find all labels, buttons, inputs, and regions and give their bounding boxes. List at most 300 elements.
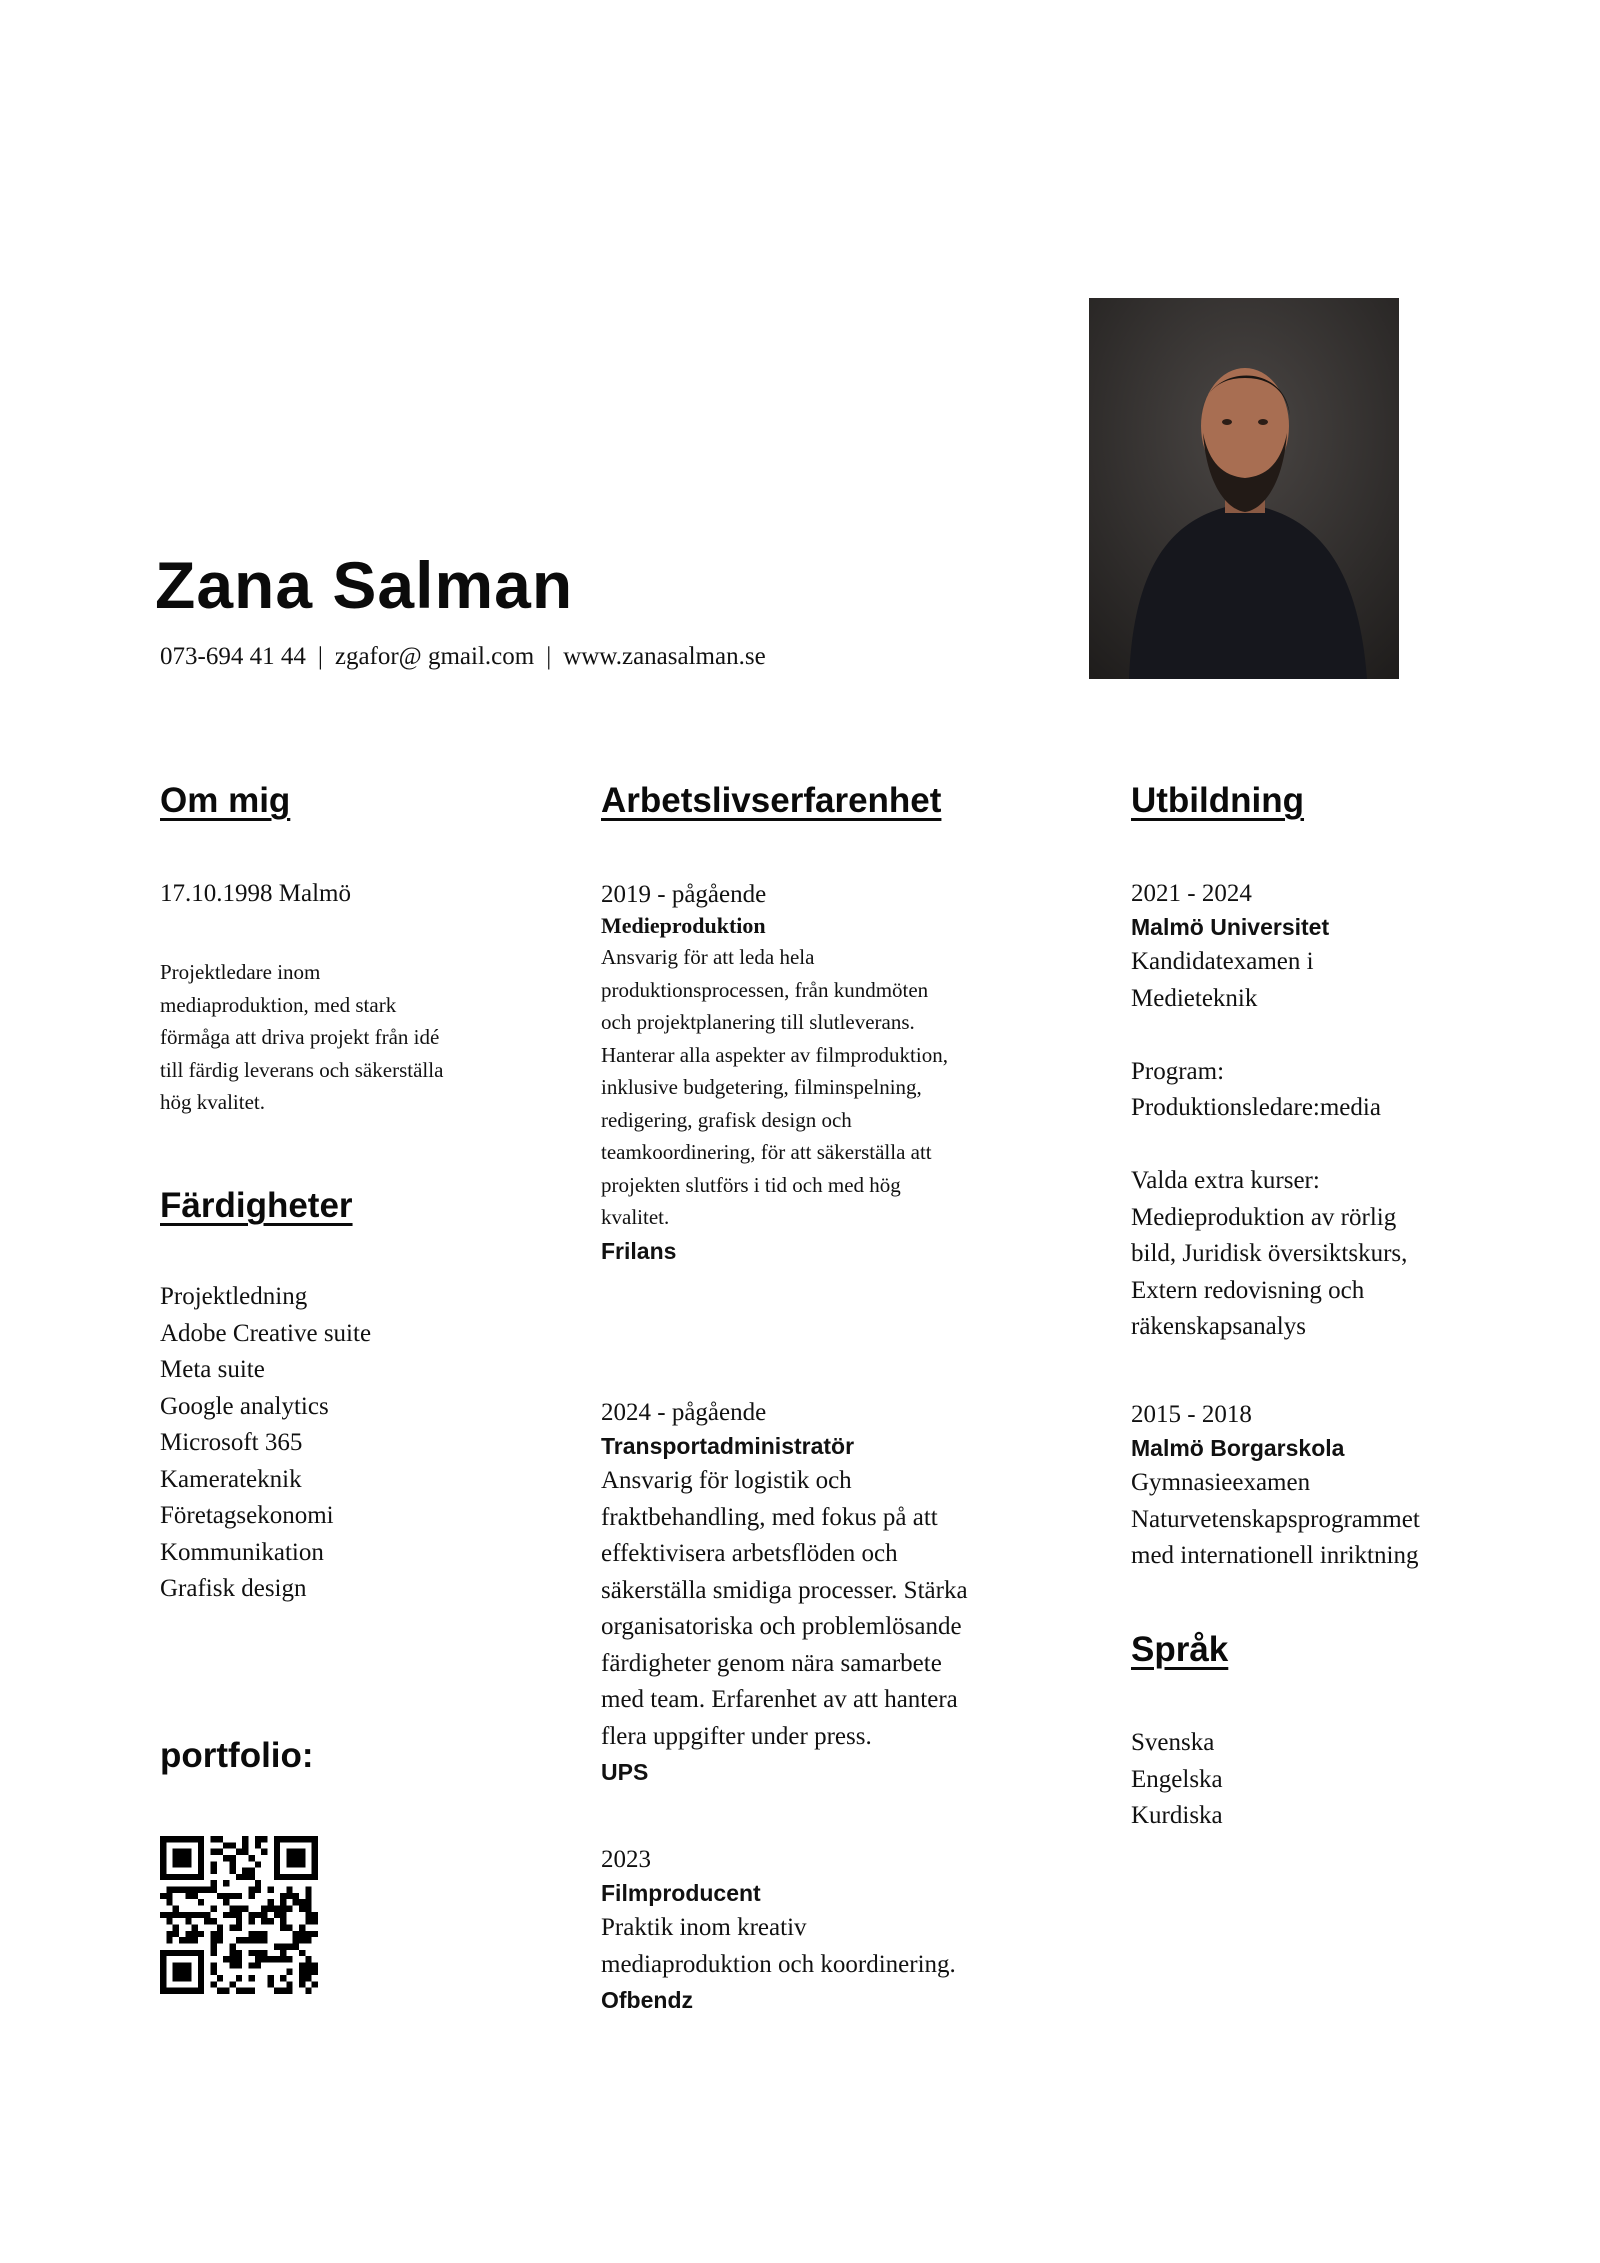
qr-module (280, 1906, 286, 1912)
job-description-line: Praktik inom kreativ (601, 1914, 807, 1941)
qr-module (173, 1874, 179, 1880)
qr-module (185, 1836, 191, 1842)
education-line: räkenskapsanalys (1131, 1313, 1306, 1340)
qr-module (211, 1906, 217, 1912)
job-period: 2024 - pågående (601, 1399, 767, 1426)
qr-module (280, 1912, 286, 1918)
section-heading-languages: Språk (1131, 1630, 1229, 1669)
qr-module (198, 1962, 204, 1968)
qr-module (211, 1849, 217, 1855)
qr-module (236, 1924, 242, 1930)
qr-module (173, 1836, 179, 1842)
education-period: 2021 - 2024 (1131, 880, 1252, 907)
qr-module (223, 1880, 229, 1886)
qr-module (230, 1924, 236, 1930)
qr-module (179, 1988, 185, 1994)
education-line: Program: (1131, 1057, 1225, 1085)
qr-module (166, 1950, 172, 1956)
qr-module (179, 1849, 185, 1855)
qr-module (248, 1962, 254, 1968)
qr-module (299, 1906, 305, 1912)
qr-module (312, 1868, 318, 1874)
section-heading-education: Utbildning (1131, 781, 1305, 820)
qr-module (261, 1836, 267, 1842)
qr-module (286, 1969, 292, 1975)
summary-line: till färdig leverans och säkerställa (160, 1057, 444, 1082)
qr-module (223, 1899, 229, 1905)
qr-module (261, 1906, 267, 1912)
qr-module (185, 1988, 191, 1994)
qr-module (248, 1874, 254, 1880)
contact-line (160, 640, 766, 674)
job-description-line: och projektplanering till slutleverans. (601, 1010, 915, 1034)
qr-module (179, 1874, 185, 1880)
section-heading-portfolio: portfolio: (160, 1736, 314, 1775)
qr-module (166, 1887, 172, 1893)
qr-module (255, 1950, 261, 1956)
qr-module (299, 1969, 305, 1975)
qr-module (230, 1855, 236, 1861)
qr-module (305, 1893, 311, 1899)
qr-module (179, 1950, 185, 1956)
qr-module (242, 1836, 248, 1842)
qr-module (173, 1950, 179, 1956)
qr-module (160, 1868, 166, 1874)
qr-module (286, 1836, 292, 1842)
qr-module (286, 1956, 292, 1962)
qr-module (211, 1836, 217, 1842)
job-description-line: säkerställa smidiga processer. Stärka (601, 1576, 968, 1604)
qr-module (185, 1849, 191, 1855)
job-description-line: kvalitet. (601, 1205, 670, 1229)
qr-module (305, 1956, 311, 1962)
qr-module (312, 1918, 318, 1924)
qr-module (242, 1988, 248, 1994)
qr-module (173, 1849, 179, 1855)
qr-module (248, 1887, 254, 1893)
qr-module (280, 1988, 286, 1994)
job-company: UPS (601, 1759, 649, 1785)
qr-module (248, 1931, 254, 1937)
qr-module (198, 1899, 204, 1905)
qr-module (173, 1912, 179, 1918)
qr-module (198, 1887, 204, 1893)
qr-module (255, 1956, 261, 1962)
qr-module (236, 1962, 242, 1968)
qr-module (230, 1842, 236, 1848)
qr-module (160, 1855, 166, 1861)
qr-module (236, 1906, 242, 1912)
qr-module (274, 1912, 280, 1918)
qr-module (173, 1861, 179, 1867)
email-address[interactable]: zgafor@ gmail.com (334, 643, 535, 670)
qr-module (166, 1931, 172, 1937)
qr-module (274, 1956, 280, 1962)
qr-module (261, 1937, 267, 1943)
section-heading-experience: Arbetslivserfarenhet (601, 781, 942, 820)
qr-module (312, 1969, 318, 1975)
qr-module (204, 1912, 210, 1918)
qr-module (236, 1975, 242, 1981)
qr-module (267, 1918, 273, 1924)
qr-module (305, 1969, 311, 1975)
qr-module (248, 1937, 254, 1943)
qr-module (280, 1874, 286, 1880)
qr-module (248, 1855, 254, 1861)
qr-module (261, 1918, 267, 1924)
language-item: Engelska (1131, 1765, 1223, 1793)
qr-module (211, 1880, 217, 1886)
qr-module (242, 1937, 248, 1943)
qr-module (286, 1981, 292, 1987)
website-link[interactable]: www.zanasalman.se (563, 643, 766, 670)
qr-module (305, 1899, 311, 1905)
qr-module (305, 1988, 311, 1994)
qr-module (198, 1855, 204, 1861)
qr-module (217, 1924, 223, 1930)
qr-module (255, 1887, 261, 1893)
job-description-line: produktionsprocessen, från kundmöten (601, 977, 929, 1002)
job-entry (601, 878, 1021, 1268)
qr-module (293, 1874, 299, 1880)
job-title: Filmproducent (601, 1880, 761, 1906)
job-description-line: med team. Erfarenhet av att hantera (601, 1686, 958, 1713)
qr-module (293, 1943, 299, 1949)
language-item: Kurdiska (1131, 1802, 1223, 1829)
qr-module (192, 1893, 198, 1899)
qr-module (230, 1943, 236, 1949)
qr-module (274, 1849, 280, 1855)
qr-module (166, 1836, 172, 1842)
qr-module (236, 1937, 242, 1943)
qr-module (204, 1918, 210, 1924)
qr-module (179, 1855, 185, 1861)
qr-module (217, 1931, 223, 1937)
qr-module (299, 1899, 305, 1905)
qr-module (286, 1849, 292, 1855)
qr-module (255, 1842, 261, 1848)
qr-module (160, 1893, 166, 1899)
job-title: Transportadministratör (601, 1433, 855, 1459)
education-school: Malmö Universitet (1131, 914, 1330, 940)
languages-list (1131, 1725, 1223, 1835)
qr-module (293, 1931, 299, 1937)
qr-module (185, 1855, 191, 1861)
qr-module (198, 1849, 204, 1855)
qr-module (223, 1912, 229, 1918)
section-heading-skills: Färdigheter (160, 1186, 353, 1225)
qr-module (192, 1836, 198, 1842)
qr-module (274, 1906, 280, 1912)
qr-module (217, 1893, 223, 1899)
qr-module (230, 1981, 236, 1987)
qr-module (192, 1937, 198, 1943)
qr-module (280, 1943, 286, 1949)
about-summary (160, 956, 500, 1119)
skill-item: Microsoft 365 (160, 1429, 303, 1456)
qr-module (299, 1975, 305, 1981)
qr-module (236, 1912, 242, 1918)
qr-module (223, 1893, 229, 1899)
job-description-line: färdigheter genom nära samarbete (601, 1649, 942, 1677)
qr-module (255, 1836, 261, 1842)
qr-module (211, 1969, 217, 1975)
qr-module (211, 1950, 217, 1956)
qr-module (211, 1962, 217, 1968)
education-line: Produktionsledare:media (1131, 1094, 1381, 1121)
qr-module (166, 1937, 172, 1943)
qr-module (312, 1836, 318, 1842)
education-spacer (1131, 1127, 1461, 1164)
qr-module (248, 1975, 254, 1981)
qr-module (211, 1887, 217, 1893)
qr-module (166, 1899, 172, 1905)
education-spacer (1131, 1017, 1461, 1054)
qr-module (286, 1887, 292, 1893)
qr-module (198, 1912, 204, 1918)
job-period: 2019 - pågående (601, 881, 767, 908)
qr-module (236, 1893, 242, 1899)
qr-module (160, 1861, 166, 1867)
education-period: 2015 - 2018 (1131, 1401, 1252, 1428)
qr-module (280, 1924, 286, 1930)
education-school: Malmö Borgarskola (1131, 1435, 1345, 1461)
qr-module (160, 1975, 166, 1981)
language-item: Svenska (1131, 1729, 1215, 1756)
skill-item: Adobe Creative suite (160, 1319, 372, 1347)
qr-module (230, 1950, 236, 1956)
qr-module (248, 1950, 254, 1956)
qr-module (160, 1981, 166, 1987)
skill-item: Grafisk design (160, 1575, 307, 1602)
summary-line: mediaproduktion, med stark (160, 992, 397, 1017)
qr-module (299, 1931, 305, 1937)
qr-module (179, 1937, 185, 1943)
qr-module (217, 1849, 223, 1855)
job-description-line: mediaproduktion och koordinering. (601, 1950, 956, 1978)
qr-module (185, 1962, 191, 1968)
qr-module (274, 1943, 280, 1949)
qr-module (230, 1912, 236, 1918)
education-line: Kandidatexamen i (1131, 948, 1314, 975)
qr-module (299, 1937, 305, 1943)
qr-module (274, 1836, 280, 1842)
qr-module (198, 1975, 204, 1981)
education-line: med internationell inriktning (1131, 1542, 1419, 1569)
job-company: Ofbendz (601, 1987, 693, 2013)
skill-item: Meta suite (160, 1356, 265, 1383)
qr-module (242, 1842, 248, 1848)
qr-module (312, 1962, 318, 1968)
portrait-image (1089, 298, 1399, 679)
qr-module (305, 1931, 311, 1937)
qr-module (248, 1868, 254, 1874)
qr-module (173, 1924, 179, 1930)
qr-module (173, 1975, 179, 1981)
qr-module (198, 1969, 204, 1975)
qr-module (223, 1988, 229, 1994)
separator: | (317, 643, 323, 670)
qr-module (217, 1975, 223, 1981)
qr-module (274, 1842, 280, 1848)
qr-module (160, 1950, 166, 1956)
phone-number: 073-694 41 44 (160, 643, 306, 670)
qr-module (223, 1855, 229, 1861)
candidate-name: Zana Salman (155, 548, 574, 622)
qr-module (255, 1937, 261, 1943)
qr-module (198, 1861, 204, 1867)
qr-module (242, 1874, 248, 1880)
qr-module (166, 1918, 172, 1924)
qr-module (230, 1956, 236, 1962)
summary-line: förmåga att driva projekt från idé (160, 1025, 440, 1049)
qr-module (305, 1887, 311, 1893)
qr-module (185, 1937, 191, 1943)
qr-module (179, 1836, 185, 1842)
qr-module (299, 1849, 305, 1855)
qr-module (185, 1874, 191, 1880)
qr-module (305, 1912, 311, 1918)
job-description-line: inklusive budgetering, filminspelning, (601, 1075, 922, 1099)
job-description-line: effektivisera arbetsflöden och (601, 1540, 898, 1567)
qr-module (223, 1956, 229, 1962)
qr-module (192, 1924, 198, 1930)
qr-module (312, 1912, 318, 1918)
qr-module (217, 1836, 223, 1842)
qr-module (293, 1861, 299, 1867)
job-entry (601, 1396, 1021, 1789)
qr-module (274, 1868, 280, 1874)
qr-module (204, 1887, 210, 1893)
qr-module (185, 1861, 191, 1867)
qr-module (248, 1893, 254, 1899)
qr-module (312, 1842, 318, 1848)
qr-module (198, 1931, 204, 1937)
qr-module (173, 1988, 179, 1994)
qr-module (280, 1975, 286, 1981)
qr-module (255, 1931, 261, 1937)
qr-module (305, 1918, 311, 1924)
skill-item: Google analytics (160, 1392, 329, 1420)
skill-item: Kamerateknik (160, 1465, 302, 1493)
qr-module (305, 1975, 311, 1981)
job-description-line: Ansvarig för att leda hela (601, 945, 815, 969)
qr-module (198, 1988, 204, 1994)
qr-module (267, 1956, 273, 1962)
section-heading-about: Om mig (160, 781, 291, 820)
job-description-line: projekten slutförs i tid och med hög (601, 1172, 901, 1197)
qr-module (261, 1950, 267, 1956)
qr-module (267, 1906, 273, 1912)
qr-module (312, 1931, 318, 1937)
qr-module (286, 1874, 292, 1880)
qr-module (255, 1880, 261, 1886)
qr-module (293, 1937, 299, 1943)
qr-module (185, 1912, 191, 1918)
qr-module (179, 1887, 185, 1893)
qr-module (299, 1861, 305, 1867)
qr-module (230, 1962, 236, 1968)
qr-module (166, 1893, 172, 1899)
education-line: Valda extra kurser: (1131, 1167, 1320, 1194)
qr-module (160, 1962, 166, 1968)
qr-module (305, 1836, 311, 1842)
qr-module (261, 1849, 267, 1855)
qr-module (198, 1956, 204, 1962)
qr-module (179, 1969, 185, 1975)
qr-module (173, 1931, 179, 1937)
qr-module (185, 1918, 191, 1924)
qr-module (280, 1893, 286, 1899)
qr-module (192, 1931, 198, 1937)
qr-module (173, 1887, 179, 1893)
qr-module (274, 1988, 280, 1994)
birth-info: 17.10.1998 Malmö (160, 880, 351, 907)
education-line: bild, Juridisk översiktskurs, (1131, 1240, 1408, 1267)
qr-module (305, 1906, 311, 1912)
qr-module (305, 1874, 311, 1880)
qr-code-icon[interactable] (160, 1836, 318, 1994)
profile-photo (1089, 298, 1399, 679)
qr-module (236, 1918, 242, 1924)
job-company: Frilans (601, 1237, 677, 1264)
qr-module (211, 1943, 217, 1949)
qr-module (236, 1874, 242, 1880)
qr-module (286, 1924, 292, 1930)
qr-module (198, 1868, 204, 1874)
qr-module (236, 1849, 242, 1855)
qr-module (312, 1981, 318, 1987)
qr-module (242, 1849, 248, 1855)
qr-module (198, 1842, 204, 1848)
qr-module (274, 1861, 280, 1867)
qr-module (185, 1893, 191, 1899)
qr-module (160, 1836, 166, 1842)
qr-module (160, 1969, 166, 1975)
qr-module (192, 1874, 198, 1880)
qr-module (293, 1893, 299, 1899)
qr-module (242, 1868, 248, 1874)
qr-module (198, 1950, 204, 1956)
job-description-line: Ansvarig för logistik och (601, 1467, 852, 1494)
qr-module (160, 1874, 166, 1880)
job-period: 2023 (601, 1846, 651, 1873)
qr-module (280, 1899, 286, 1905)
qr-module (198, 1874, 204, 1880)
qr-module (160, 1842, 166, 1848)
education-line: Medieteknik (1131, 984, 1258, 1012)
qr-module (166, 1988, 172, 1994)
qr-module (305, 1937, 311, 1943)
qr-module (192, 1887, 198, 1893)
education-line: Gymnasieexamen (1131, 1469, 1311, 1496)
qr-module (312, 1855, 318, 1861)
qr-module (179, 1861, 185, 1867)
qr-module (211, 1937, 217, 1943)
qr-module (192, 1912, 198, 1918)
qr-module (286, 1988, 292, 1994)
qr-module (230, 1906, 236, 1912)
qr-module (299, 1855, 305, 1861)
education-line: Naturvetenskapsprogrammet (1131, 1505, 1420, 1533)
qr-module (198, 1836, 204, 1842)
qr-module (280, 1950, 286, 1956)
qr-module (299, 1874, 305, 1880)
qr-module (255, 1912, 261, 1918)
qr-module (261, 1931, 267, 1937)
qr-module (293, 1855, 299, 1861)
qr-module (211, 1981, 217, 1987)
